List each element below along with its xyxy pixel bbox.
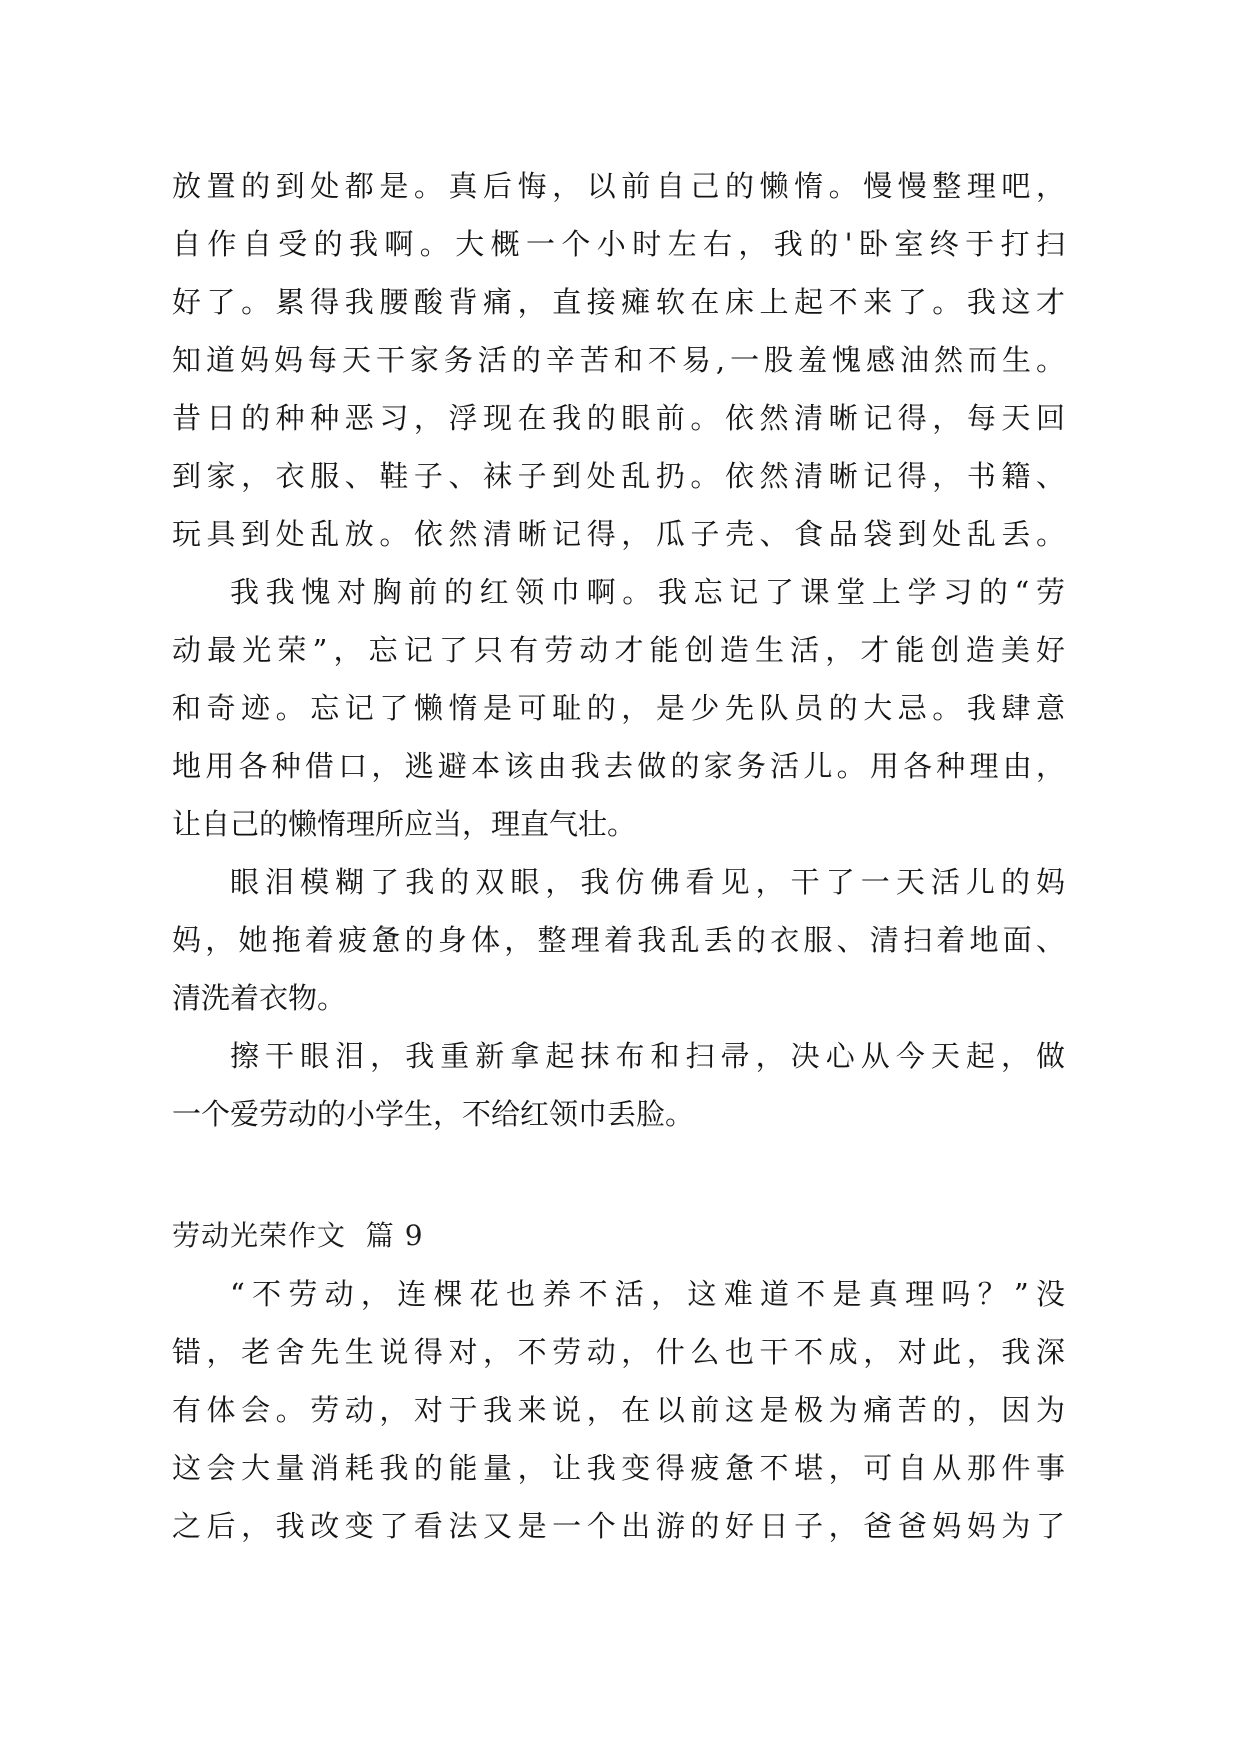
text-line: 动最光荣”，忘记了只有劳动才能创造生活，才能创造美好 [172, 633, 1065, 667]
text-line: 玩具到处乱放。依然清晰记得，瓜子壳、食品袋到处乱丢。 [172, 517, 1065, 551]
paragraph [172, 563, 1065, 853]
text-line: 有体会。劳动，对于我来说，在以前这是极为痛苦的，因为 [172, 1393, 1065, 1427]
paragraph [172, 1265, 1065, 1555]
text-line: 擦干眼泪，我重新拿起抹布和扫帚，决心从今天起，做 [230, 1039, 1065, 1073]
text-line: 我我愧对胸前的红领巾啊。我忘记了课堂上学习的“劳 [230, 575, 1065, 609]
text-line: 自作自受的我啊。大概一个小时左右，我的'卧室终于打扫 [172, 227, 1065, 261]
text-line: 之后，我改变了看法又是一个出游的好日子，爸爸妈妈为了 [172, 1509, 1065, 1543]
paragraph [172, 1027, 1065, 1143]
paragraph [172, 157, 1065, 563]
document-body [172, 157, 1065, 1555]
text-line: 好了。累得我腰酸背痛，直接瘫软在床上起不来了。我这才 [172, 285, 1065, 319]
text-line: 清洗着衣物。 [172, 981, 347, 1015]
text-line: “不劳动，连棵花也养不活，这难道不是真理吗？”没 [230, 1277, 1065, 1311]
text-line: 妈，她拖着疲惫的身体，整理着我乱丢的衣服、清扫着地面、 [172, 923, 1065, 957]
text-line: 错，老舍先生说得对，不劳动，什么也干不成，对此，我深 [172, 1335, 1065, 1369]
text-line: 眼泪模糊了我的双眼，我仿佛看见，干了一天活儿的妈 [230, 865, 1065, 899]
text-line: 让自己的懒惰理所应当，理直气壮。 [172, 807, 637, 841]
section-title: 劳动光荣作文 篇 9 [172, 1219, 424, 1252]
text-line: 知道妈妈每天干家务活的辛苦和不易,一股羞愧感油然而生。 [172, 343, 1065, 377]
text-line: 昔日的种种恶习，浮现在我的眼前。依然清晰记得，每天回 [172, 401, 1065, 435]
text-line: 到家，衣服、鞋子、袜子到处乱扔。依然清晰记得，书籍、 [172, 459, 1065, 493]
paragraph [172, 853, 1065, 1027]
text-line: 和奇迹。忘记了懒惰是可耻的，是少先队员的大忌。我肆意 [172, 691, 1065, 725]
text-line: 一个爱劳动的小学生，不给红领巾丢脸。 [172, 1097, 695, 1131]
text-line: 地用各种借口，逃避本该由我去做的家务活儿。用各种理由， [172, 749, 1065, 783]
text-line: 这会大量消耗我的能量，让我变得疲惫不堪，可自从那件事 [172, 1451, 1065, 1485]
text-line: 放置的到处都是。真后悔，以前自己的懒惰。慢慢整理吧， [172, 169, 1065, 203]
